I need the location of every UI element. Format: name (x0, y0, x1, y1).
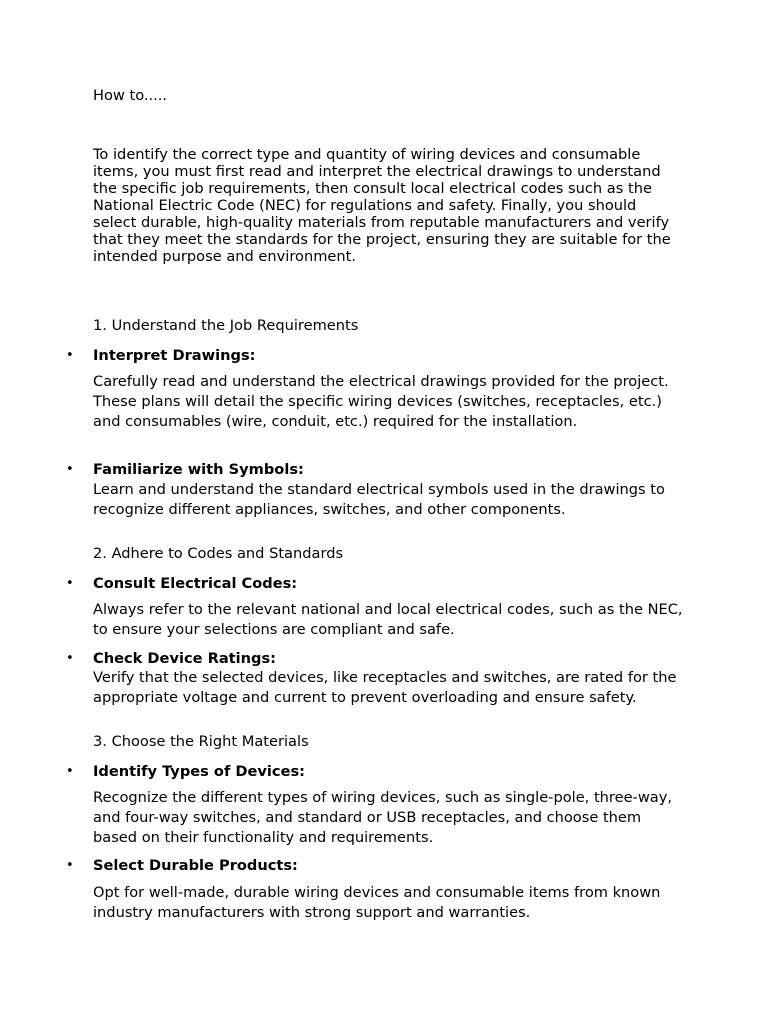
item-title-consult-codes: Consult Electrical Codes: (93, 575, 298, 592)
item-text-check-ratings: Verify that the selected devices, like receptacles and switches, are rated for the appropriate voltage and current to prevent overloading and ensure safety. (93, 669, 677, 706)
bullet-icon: • (66, 576, 74, 591)
item-title-interpret-drawings: Interpret Drawings: (93, 347, 256, 364)
item-text-interpret-drawings: Carefully read and understand the electrical drawings provided for the project. These plans will detail the specific wiring devices (switches, receptacles, etc.) and consumables (wire, conduit, etc.) required for the installation. (93, 373, 669, 430)
item-text-familiarize-symbols: Learn and understand the standard electrical symbols used in the drawings to recognize different appliances, switches, and other components. (93, 481, 665, 518)
item-title-check-ratings: Check Device Ratings: (93, 650, 277, 667)
item-text-consult-codes: Always refer to the relevant national and local electrical codes, such as the NEC, to ensure your selections are compliant and safe. (93, 601, 683, 638)
item-title-select-durable: Select Durable Products: (93, 857, 298, 874)
item-title-familiarize-symbols: Familiarize with Symbols: (93, 461, 304, 478)
item-title-identify-devices: Identify Types of Devices: (93, 763, 305, 780)
intro-paragraph: To identify the correct type and quantity of wiring devices and consumable items, you must first read and interpret the electrical drawings to understand the specific job requirements, then consult local electrical codes such as the National Electric Code (NEC) for regulations and safety. Finally, you should select durable, high-quality materials from reputable manufacturers and verify that they meet the standards for the project, ensuring they are suitable for the intended purpose and environment. (93, 146, 671, 265)
item-text-select-durable: Opt for well-made, durable wiring devices and consumable items from known industry manufacturers with strong support and warranties. (93, 884, 661, 921)
bullet-icon: • (66, 858, 74, 873)
section-heading-3: 3. Choose the Right Materials (93, 733, 309, 750)
bullet-icon: • (66, 462, 74, 477)
section-heading-2: 2. Adhere to Codes and Standards (93, 545, 344, 562)
bullet-icon: • (66, 764, 74, 779)
section-heading-1: 1. Understand the Job Requirements (93, 317, 359, 334)
bullet-icon: • (66, 348, 74, 363)
bullet-icon: • (66, 651, 74, 666)
page-title: How to..... (93, 87, 168, 104)
item-text-identify-devices: Recognize the different types of wiring devices, such as single-pole, three-way, and four-way switches, and standard or USB receptacles, and choose them based on their functionality and requirements. (93, 789, 672, 846)
